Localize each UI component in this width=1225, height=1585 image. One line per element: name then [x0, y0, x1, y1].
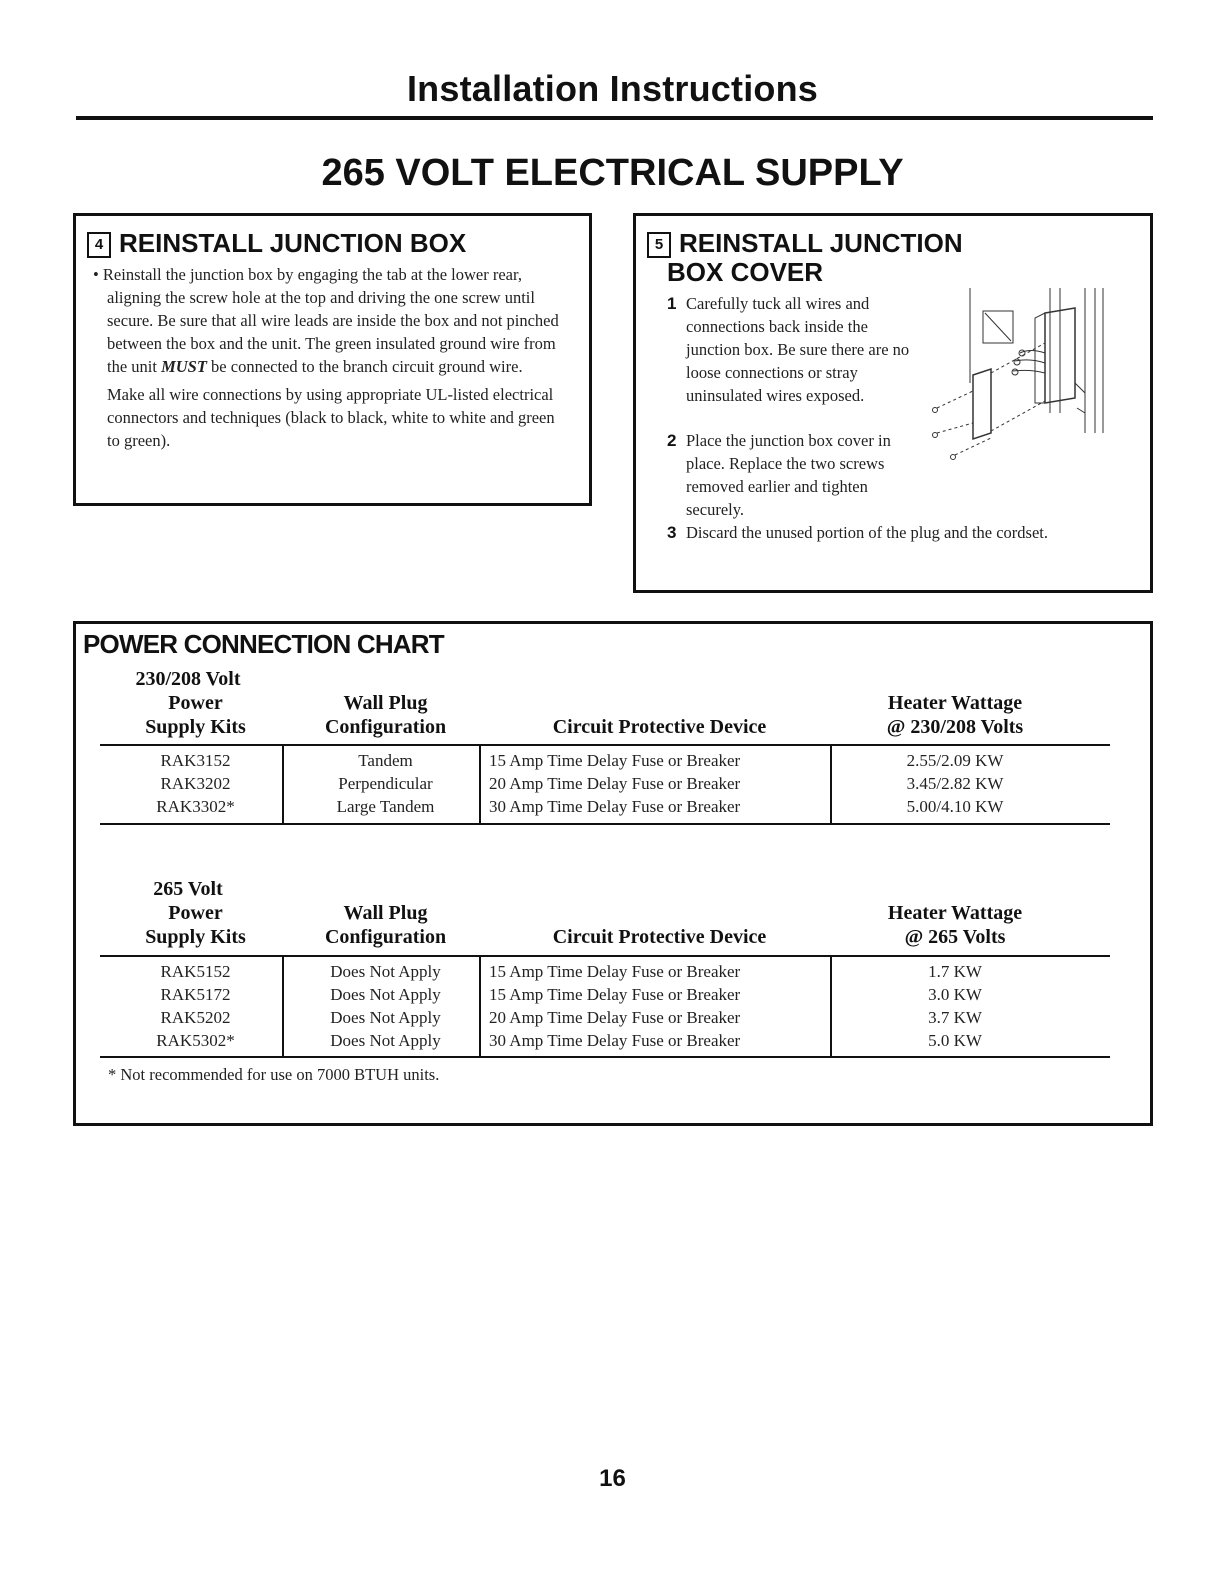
- table-1-header-plug-line-2: Configuration: [324, 716, 447, 738]
- step-4-number: 4: [87, 232, 111, 258]
- table-1-divider: [830, 744, 832, 824]
- step-4-title: [87, 229, 466, 258]
- table-cell: 3.45/2.82 KW: [906, 774, 1004, 793]
- table-cell: RAK3302*: [156, 797, 235, 816]
- table-cell: RAK5172: [160, 985, 231, 1004]
- table-1-top-rule: [100, 744, 1110, 746]
- table-cell: 15 Amp Time Delay Fuse or Breaker: [489, 962, 741, 981]
- table-2-header-device: Circuit Protective Device: [552, 926, 767, 948]
- table-cell: 3.7 KW: [928, 1008, 982, 1027]
- page-number: 16: [599, 1465, 626, 1492]
- table-2-bottom-rule: [100, 1056, 1110, 1058]
- step-5-item-2: [667, 429, 929, 521]
- step-4-emphasis: MUST: [161, 357, 207, 376]
- table-1-header-device: Circuit Protective Device: [552, 716, 767, 738]
- table-1-header-wattage-line-1: Heater Wattage: [887, 692, 1023, 714]
- table-2-header-plug-line-1: Wall Plug: [343, 902, 428, 924]
- table-cell: RAK5302*: [156, 1031, 235, 1050]
- table-cell: Does Not Apply: [330, 1031, 441, 1050]
- table-1-header-kits-line-1: Power: [168, 692, 223, 714]
- step-5-number: 5: [647, 232, 671, 258]
- chart-title: POWER CONNECTION CHART: [83, 629, 444, 659]
- table-cell: 15 Amp Time Delay Fuse or Breaker: [489, 751, 741, 770]
- table-2-header-kits-line-2: Supply Kits: [145, 926, 246, 948]
- item-text: Place the junction box cover in place. Replace the two screws removed earlier and tighten securely.: [686, 431, 891, 519]
- table-cell: Large Tandem: [336, 797, 435, 816]
- step-5-item-3: [667, 521, 1087, 544]
- header-divider: [76, 116, 1153, 120]
- table-cell: Does Not Apply: [330, 1008, 441, 1027]
- table-2-header-plug-line-2: Configuration: [324, 926, 447, 948]
- step-5-title: [647, 229, 963, 286]
- junction-box-illustration: [925, 283, 1130, 468]
- table-cell: Does Not Apply: [330, 962, 441, 981]
- table-cell: 3.0 KW: [928, 985, 982, 1004]
- table-cell: RAK5202: [160, 1008, 231, 1027]
- item-number: 2: [667, 431, 677, 450]
- item-number: 3: [667, 523, 677, 542]
- table-1-group-label: 230/208 Volt: [135, 668, 241, 690]
- table-cell: 5.00/4.10 KW: [906, 797, 1004, 816]
- table-cell: Does Not Apply: [330, 985, 441, 1004]
- table-1-bottom-rule: [100, 823, 1110, 825]
- step-4-instructions: [91, 263, 571, 452]
- table-cell: 15 Amp Time Delay Fuse or Breaker: [489, 985, 741, 1004]
- table-cell: 20 Amp Time Delay Fuse or Breaker: [489, 1008, 741, 1027]
- table-2-header-wattage-line-2: @ 265 Volts: [904, 926, 1006, 948]
- table-cell: 30 Amp Time Delay Fuse or Breaker: [489, 797, 741, 816]
- table-cell: RAK5152: [160, 962, 231, 981]
- table-cell: 20 Amp Time Delay Fuse or Breaker: [489, 774, 741, 793]
- table-1-header-plug-line-1: Wall Plug: [343, 692, 428, 714]
- step-4-para-1b: be connected to the branch circuit ground wire.: [206, 357, 523, 376]
- table-cell: Perpendicular: [338, 774, 433, 793]
- header-title: Installation Instructions: [406, 68, 819, 109]
- table-2-top-rule: [100, 955, 1110, 957]
- table-2-group-label: 265 Volt: [153, 878, 223, 900]
- step-4-para-2: Make all wire connections by using appropriate UL-listed electrical connectors and techniques (black to black, white to white and green to green).: [107, 385, 555, 450]
- table-2-header-wattage-line-1: Heater Wattage: [887, 902, 1023, 924]
- item-number: 1: [667, 294, 677, 313]
- chart-footnote: * Not recommended for use on 7000 BTUH units.: [108, 1065, 440, 1084]
- table-1-header-kits-line-2: Supply Kits: [145, 716, 246, 738]
- table-cell: RAK3202: [160, 774, 231, 793]
- table-cell: Tandem: [358, 751, 413, 770]
- step-5-title-line-1: REINSTALL JUNCTION: [679, 228, 963, 258]
- page-heading: 265 VOLT ELECTRICAL SUPPLY: [321, 152, 904, 194]
- table-2-header-kits-line-1: Power: [168, 902, 223, 924]
- step-4-title-text: REINSTALL JUNCTION BOX: [119, 228, 467, 258]
- bullet-marker: •: [93, 265, 99, 284]
- item-text: Carefully tuck all wires and connections back inside the junction box. Be sure there are no loose connections or stray uninsulated wires exposed.: [686, 294, 910, 405]
- step-5-title-line-2: BOX COVER: [667, 257, 824, 287]
- table-cell: 2.55/2.09 KW: [906, 751, 1004, 770]
- step-5-item-1: [667, 292, 917, 407]
- table-1-header-wattage-line-2: @ 230/208 Volts: [886, 716, 1024, 738]
- table-2-divider: [830, 955, 832, 1057]
- step-4-para-1a: Reinstall the junction box by engaging the tab at the lower rear, aligning the screw hole at the top and driving the one screw until secure. Be sure that all wire leads are inside the box and not pinched between the box and the unit. The green insulated ground wire from the unit: [102, 265, 559, 376]
- table-cell: 5.0 KW: [928, 1031, 982, 1050]
- table-cell: RAK3152: [160, 751, 231, 770]
- table-cell: 30 Amp Time Delay Fuse or Breaker: [489, 1031, 741, 1050]
- table-cell: 1.7 KW: [928, 962, 982, 981]
- item-text: Discard the unused portion of the plug and the cordset.: [686, 523, 1048, 542]
